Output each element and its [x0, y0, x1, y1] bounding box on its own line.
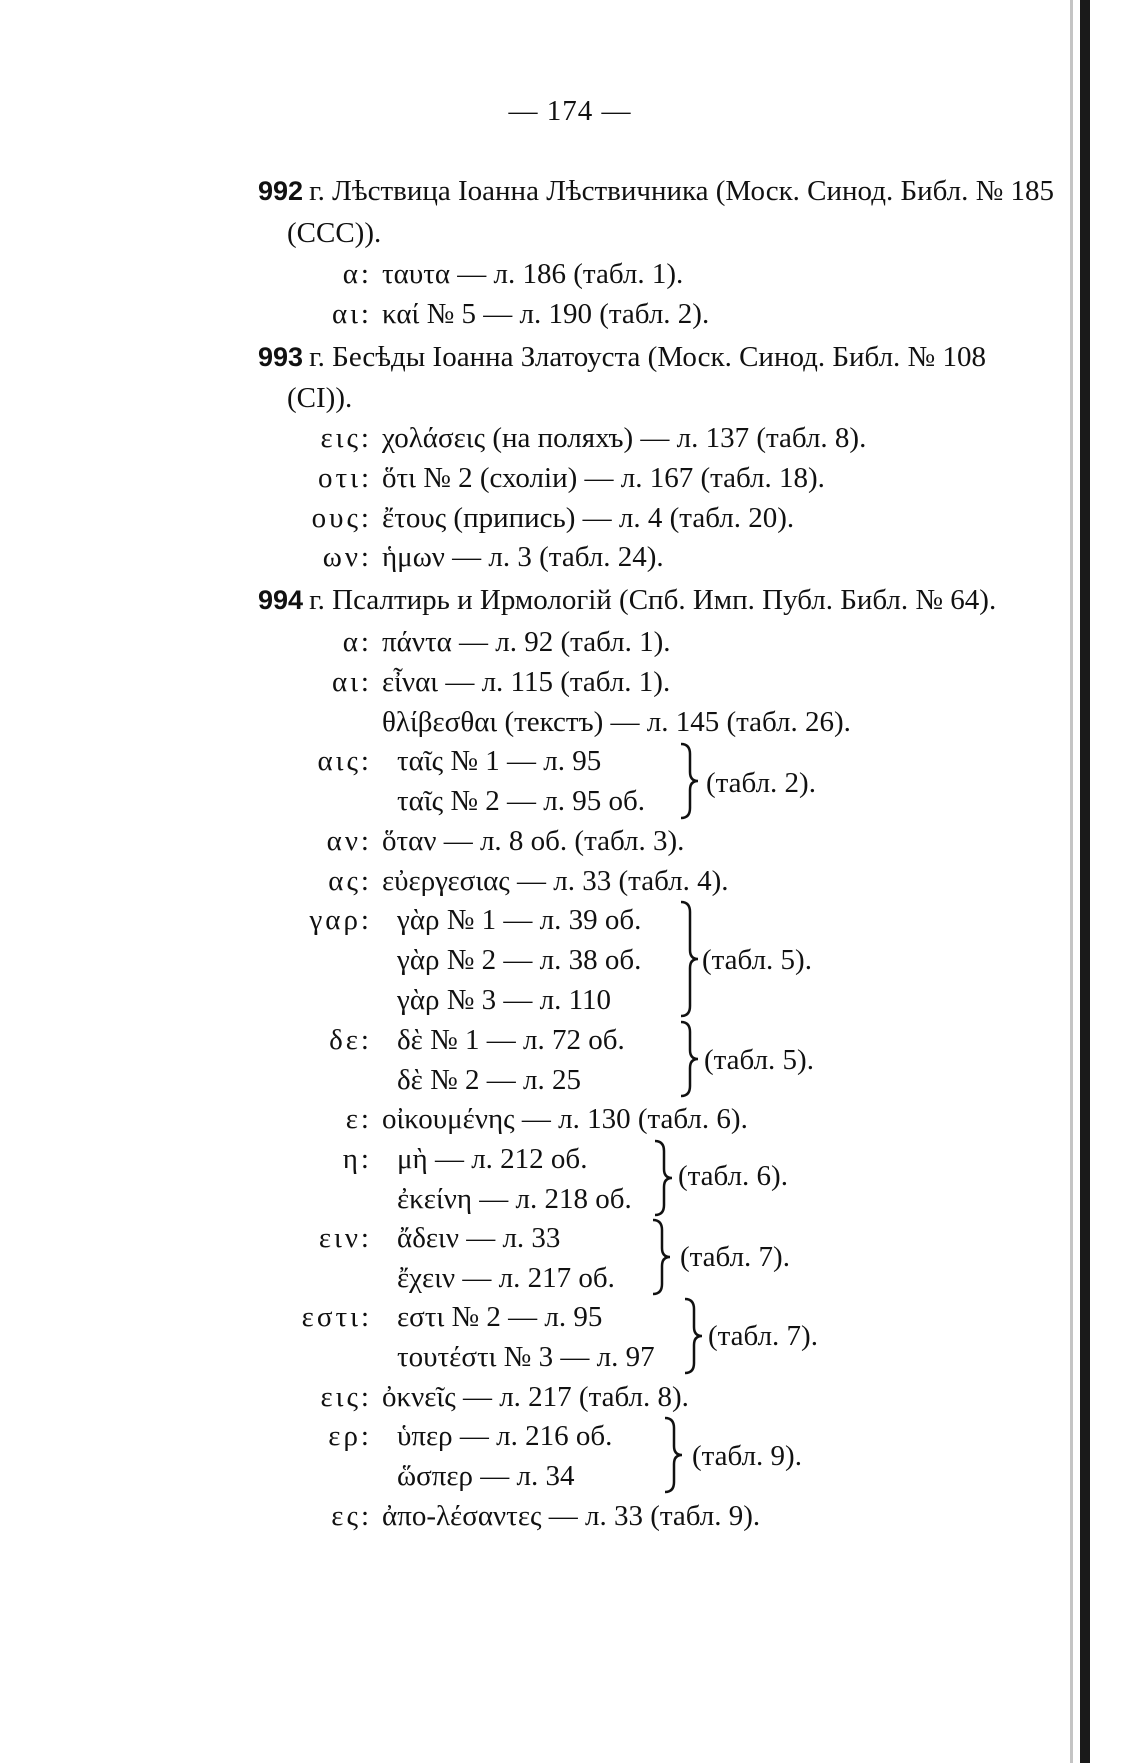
ending-label: ειν:	[318, 1222, 372, 1254]
ending-label: ε:	[345, 1103, 372, 1135]
group-line: ταῖς № 2 — л. 95 об.	[397, 785, 646, 817]
curly-brace	[678, 1020, 700, 1098]
entry-item: ἡμων — л. 3 (табл. 24).	[382, 541, 664, 573]
entry-item: ἀπο-λέσαντες — л. 33 (табл. 9).	[382, 1500, 761, 1532]
group-table-ref: (табл. 9).	[692, 1440, 802, 1472]
group-table-ref: (табл. 5).	[702, 944, 812, 976]
page-edge-shadow	[1070, 0, 1073, 1763]
group-line: μὴ — л. 212 об.	[397, 1143, 588, 1175]
ending-label: αις:	[317, 745, 372, 777]
group-line: δὲ № 1 — л. 72 об.	[397, 1024, 625, 1056]
group-line: ἔχειν — л. 217 об.	[397, 1262, 615, 1294]
group-table-ref: (табл. 7).	[708, 1320, 818, 1352]
entry-header	[258, 343, 986, 372]
curly-brace	[678, 900, 700, 1018]
group-line: γὰρ № 3 — л. 110	[397, 984, 612, 1016]
ending-label: ων:	[322, 541, 372, 573]
book-spine-edge	[1080, 0, 1090, 1763]
entry-item: ὀκνεῖς — л. 217 (табл. 8).	[382, 1381, 689, 1413]
curly-brace	[652, 1139, 674, 1217]
entry-item: ταυτα — л. 186 (табл. 1).	[382, 258, 684, 290]
ending-label: α:	[342, 626, 372, 658]
group-table-ref: (табл. 7).	[680, 1241, 790, 1273]
entry-item: χολάσεις (на поляхъ) — л. 137 (табл. 8).	[382, 422, 867, 454]
group-line: γὰρ № 1 — л. 39 об.	[397, 904, 642, 936]
entry-title: г. Бесѣды Іоанна Златоуста (Моск. Синод. Библ. № 108	[309, 341, 986, 373]
entry-item: ὅταν — л. 8 об. (табл. 3).	[382, 825, 685, 857]
curly-brace	[682, 1297, 704, 1375]
group-table-ref: (табл. 5).	[704, 1044, 814, 1076]
ending-label: εις:	[320, 1381, 372, 1413]
entry-number: 993	[258, 342, 304, 372]
group-table-ref: (табл. 6).	[678, 1160, 788, 1192]
group-line: εστι № 2 — л. 95	[397, 1301, 603, 1333]
curly-brace	[662, 1416, 684, 1494]
ending-label: ερ:	[328, 1420, 372, 1452]
entry-header	[258, 586, 996, 615]
ending-label: ους:	[311, 502, 372, 534]
group-table-ref: (табл. 2).	[706, 767, 816, 799]
curly-brace	[650, 1218, 672, 1296]
page-number: — 174 —	[508, 95, 632, 127]
ending-label: γαρ:	[309, 904, 372, 936]
entry-item: ὅτι № 2 (схоліи) — л. 167 (табл. 18).	[382, 462, 825, 494]
ending-label: η:	[342, 1143, 372, 1175]
group-line: ἐκείνη — л. 218 об.	[397, 1183, 632, 1215]
entry-title: г. Псалтирь и Ирмологій (Спб. Имп. Публ. Библ. № 64).	[309, 584, 997, 616]
entry-item: εὐεργεσιας — л. 33 (табл. 4).	[382, 865, 729, 897]
entry-number: 994	[258, 585, 304, 615]
entry-item: πάντα — л. 92 (табл. 1).	[382, 626, 671, 658]
entry-item: ἔτους (припись) — л. 4 (табл. 20).	[382, 502, 795, 534]
ending-label: εις:	[320, 422, 372, 454]
group-line: ὥσπερ — л. 34	[397, 1460, 575, 1492]
group-line: ταῖς № 1 — л. 95	[397, 745, 602, 777]
entry-item: θλίβεσθαι (текстъ) — л. 145 (табл. 26).	[382, 706, 851, 738]
entry-item: εἶναι — л. 115 (табл. 1).	[382, 666, 671, 698]
ending-label: δε:	[329, 1024, 372, 1056]
group-line: γὰρ № 2 — л. 38 об.	[397, 944, 642, 976]
ending-label: αι:	[331, 666, 372, 698]
entry-item: καί № 5 — л. 190 (табл. 2).	[382, 298, 710, 330]
entry-title-continued: (CCC)).	[287, 217, 382, 249]
ending-label: αν:	[326, 825, 372, 857]
entry-title-continued: (CI)).	[287, 382, 353, 414]
ending-label: ας:	[328, 865, 372, 897]
entry-header	[258, 177, 1054, 206]
ending-label: ες:	[331, 1500, 372, 1532]
ending-label: α:	[342, 258, 372, 290]
entry-number: 992	[258, 176, 304, 206]
group-line: ἄδειν — л. 33	[397, 1222, 561, 1254]
entry-item: οἰκουμένης — л. 130 (табл. 6).	[382, 1103, 748, 1135]
group-line: δὲ № 2 — л. 25	[397, 1064, 581, 1096]
ending-label: οτι:	[317, 462, 372, 494]
ending-label: εστι:	[301, 1301, 372, 1333]
group-line: τουτέστι № 3 — л. 97	[397, 1341, 655, 1373]
curly-brace	[678, 742, 700, 820]
entry-title: г. Лѣствица Іоанна Лѣствичника (Моск. Синод. Библ. № 185	[309, 175, 1055, 207]
ending-label: αι:	[331, 298, 372, 330]
group-line: ὑπερ — л. 216 об.	[397, 1420, 613, 1452]
